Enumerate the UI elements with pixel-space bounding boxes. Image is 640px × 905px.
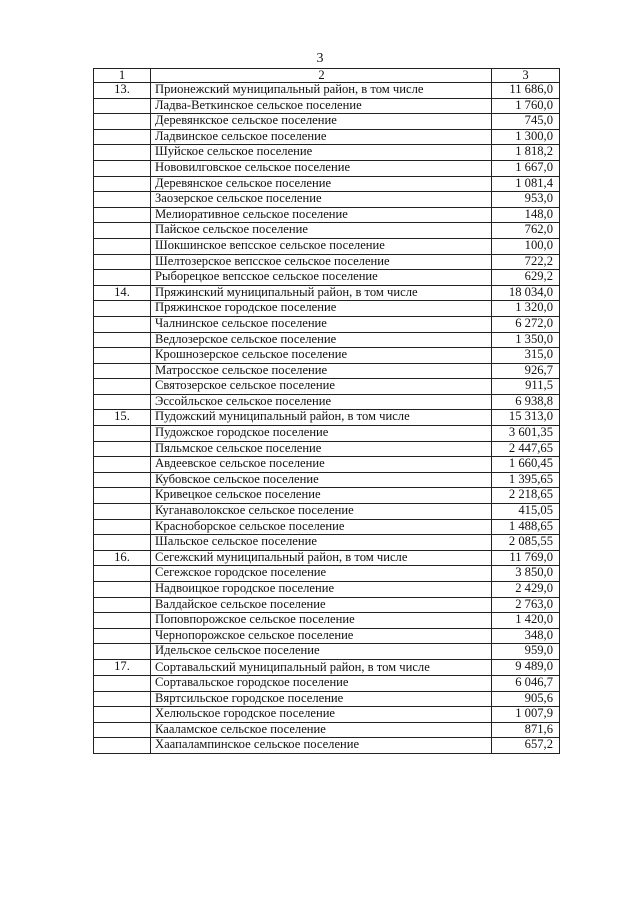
table-row — [94, 316, 560, 332]
row-number-cell — [94, 160, 151, 176]
row-number-cell — [94, 441, 151, 457]
row-number-cell — [94, 597, 151, 613]
header-cell-1: 1 — [94, 69, 151, 83]
row-value-cell: 11 769,0 — [492, 550, 560, 566]
table-row — [94, 628, 560, 644]
row-value-cell: 1 007,9 — [492, 707, 560, 723]
table-row — [94, 722, 560, 738]
row-name-cell: Вяртсильское городское поселение — [151, 691, 492, 707]
table-row — [94, 129, 560, 145]
header-cell-2: 2 — [151, 69, 492, 83]
table-row — [94, 535, 560, 551]
row-value-cell: 959,0 — [492, 644, 560, 660]
table-row-district — [94, 285, 560, 301]
row-number-cell — [94, 379, 151, 395]
row-value-cell: 905,6 — [492, 691, 560, 707]
table-header-row — [94, 69, 560, 83]
table-row — [94, 675, 560, 691]
row-value-cell: 1 760,0 — [492, 98, 560, 114]
row-number-cell — [94, 675, 151, 691]
row-name-cell: Кааламское сельское поселение — [151, 722, 492, 738]
row-value-cell: 1 667,0 — [492, 160, 560, 176]
table-row — [94, 394, 560, 410]
row-value-cell: 348,0 — [492, 628, 560, 644]
row-value-cell: 1 420,0 — [492, 613, 560, 629]
row-number-cell — [94, 129, 151, 145]
table-row — [94, 238, 560, 254]
row-value-cell: 722,2 — [492, 254, 560, 270]
table-row — [94, 301, 560, 317]
row-name-cell: Пудожский муниципальный район, в том числе — [151, 410, 492, 426]
table-row — [94, 176, 560, 192]
row-name-cell: Поповпорожское сельское поселение — [151, 613, 492, 629]
row-number-cell — [94, 504, 151, 520]
row-number-cell — [94, 145, 151, 161]
table-row-district — [94, 83, 560, 99]
row-name-cell: Сегежское городское поселение — [151, 566, 492, 582]
row-number-cell — [94, 488, 151, 504]
row-number-cell — [94, 301, 151, 317]
table-row — [94, 160, 560, 176]
row-name-cell: Пайское сельское поселение — [151, 223, 492, 239]
row-value-cell: 2 429,0 — [492, 582, 560, 598]
row-number-cell — [94, 254, 151, 270]
row-number-cell — [94, 270, 151, 286]
table-row — [94, 738, 560, 754]
row-name-cell: Мелиоративное сельское поселение — [151, 207, 492, 223]
row-name-cell: Пряжинский муниципальный район, в том числе — [151, 285, 492, 301]
row-name-cell: Нововилговское сельское поселение — [151, 160, 492, 176]
row-number-cell — [94, 644, 151, 660]
row-name-cell: Куганаволокское сельское поселение — [151, 504, 492, 520]
row-name-cell: Идельское сельское поселение — [151, 644, 492, 660]
row-value-cell: 629,2 — [492, 270, 560, 286]
row-name-cell: Ведлозерское сельское поселение — [151, 332, 492, 348]
row-value-cell: 1 488,65 — [492, 519, 560, 535]
row-value-cell: 415,05 — [492, 504, 560, 520]
row-number-cell: 15. — [94, 410, 151, 426]
row-value-cell: 18 034,0 — [492, 285, 560, 301]
row-name-cell: Ладвинское сельское поселение — [151, 129, 492, 145]
row-name-cell: Красноборское сельское поселение — [151, 519, 492, 535]
row-name-cell: Рыборецкое вепсское сельское поселение — [151, 270, 492, 286]
table-row — [94, 98, 560, 114]
row-name-cell: Пряжинское городское поселение — [151, 301, 492, 317]
table-row-district — [94, 550, 560, 566]
row-name-cell: Пудожское городское поселение — [151, 426, 492, 442]
page-number: 3 — [316, 51, 324, 66]
table-row — [94, 270, 560, 286]
row-number-cell — [94, 613, 151, 629]
table-row — [94, 114, 560, 130]
row-value-cell: 2 763,0 — [492, 597, 560, 613]
table-row-district — [94, 410, 560, 426]
row-value-cell: 1 818,2 — [492, 145, 560, 161]
row-name-cell: Чалнинское сельское поселение — [151, 316, 492, 332]
row-number-cell: 14. — [94, 285, 151, 301]
row-value-cell: 3 850,0 — [492, 566, 560, 582]
row-number-cell — [94, 316, 151, 332]
row-name-cell: Шальское сельское поселение — [151, 535, 492, 551]
table-row — [94, 207, 560, 223]
row-name-cell: Эссойльское сельское поселение — [151, 394, 492, 410]
row-name-cell: Деревянское сельское поселение — [151, 176, 492, 192]
row-number-cell — [94, 707, 151, 723]
row-name-cell: Кубовское сельское поселение — [151, 472, 492, 488]
row-value-cell: 1 350,0 — [492, 332, 560, 348]
row-number-cell — [94, 535, 151, 551]
row-name-cell: Кривецкое сельское поселение — [151, 488, 492, 504]
row-number-cell — [94, 332, 151, 348]
table-body — [94, 69, 560, 754]
row-value-cell: 657,2 — [492, 738, 560, 754]
table-row — [94, 223, 560, 239]
row-number-cell — [94, 691, 151, 707]
row-number-cell — [94, 457, 151, 473]
row-value-cell: 2 085,55 — [492, 535, 560, 551]
table-row — [94, 582, 560, 598]
table-row — [94, 707, 560, 723]
row-number-cell — [94, 582, 151, 598]
row-name-cell: Шокшинское вепсское сельское поселение — [151, 238, 492, 254]
table-row — [94, 566, 560, 582]
row-value-cell: 911,5 — [492, 379, 560, 395]
table-row — [94, 192, 560, 208]
row-name-cell: Сортавальский муниципальный район, в том числе — [151, 659, 492, 675]
table-row — [94, 254, 560, 270]
table-row — [94, 348, 560, 364]
row-value-cell: 100,0 — [492, 238, 560, 254]
row-number-cell — [94, 738, 151, 754]
row-name-cell: Матросское сельское поселение — [151, 363, 492, 379]
row-value-cell: 6 046,7 — [492, 675, 560, 691]
table-row — [94, 613, 560, 629]
row-number-cell — [94, 363, 151, 379]
table-row — [94, 379, 560, 395]
table-row — [94, 472, 560, 488]
row-name-cell: Сегежский муниципальный район, в том числе — [151, 550, 492, 566]
row-name-cell: Крошнозерское сельское поселение — [151, 348, 492, 364]
table-row — [94, 363, 560, 379]
row-value-cell: 3 601,35 — [492, 426, 560, 442]
row-value-cell: 953,0 — [492, 192, 560, 208]
table-row — [94, 441, 560, 457]
row-number-cell — [94, 192, 151, 208]
row-name-cell: Прионежский муниципальный район, в том числе — [151, 83, 492, 99]
row-number-cell — [94, 114, 151, 130]
allocation-table — [93, 68, 560, 754]
row-number-cell — [94, 426, 151, 442]
row-number-cell — [94, 394, 151, 410]
row-name-cell: Ладва-Веткинское сельское поселение — [151, 98, 492, 114]
row-number-cell: 16. — [94, 550, 151, 566]
row-value-cell: 11 686,0 — [492, 83, 560, 99]
header-cell-3: 3 — [492, 69, 560, 83]
row-number-cell — [94, 566, 151, 582]
row-value-cell: 1 660,45 — [492, 457, 560, 473]
row-number-cell — [94, 238, 151, 254]
row-value-cell: 745,0 — [492, 114, 560, 130]
row-value-cell: 2 218,65 — [492, 488, 560, 504]
row-number-cell — [94, 348, 151, 364]
row-value-cell: 315,0 — [492, 348, 560, 364]
row-value-cell: 2 447,65 — [492, 441, 560, 457]
row-value-cell: 15 313,0 — [492, 410, 560, 426]
row-number-cell: 17. — [94, 659, 151, 675]
row-number-cell — [94, 207, 151, 223]
table-row — [94, 691, 560, 707]
table-row — [94, 145, 560, 161]
table-row — [94, 519, 560, 535]
row-number-cell — [94, 722, 151, 738]
row-name-cell: Хелюльское городское поселение — [151, 707, 492, 723]
table-row — [94, 504, 560, 520]
row-value-cell: 762,0 — [492, 223, 560, 239]
row-name-cell: Хаапалампинское сельское поселение — [151, 738, 492, 754]
row-number-cell — [94, 472, 151, 488]
row-number-cell — [94, 176, 151, 192]
row-value-cell: 6 938,8 — [492, 394, 560, 410]
table-row — [94, 597, 560, 613]
row-name-cell: Деревянкское сельское поселение — [151, 114, 492, 130]
row-name-cell: Пяльмское сельское поселение — [151, 441, 492, 457]
table-row — [94, 426, 560, 442]
row-name-cell: Сортавальское городское поселение — [151, 675, 492, 691]
row-name-cell: Авдеевское сельское поселение — [151, 457, 492, 473]
row-name-cell: Заозерское сельское поселение — [151, 192, 492, 208]
row-value-cell: 926,7 — [492, 363, 560, 379]
row-number-cell — [94, 628, 151, 644]
row-name-cell: Шуйское сельское поселение — [151, 145, 492, 161]
row-value-cell: 871,6 — [492, 722, 560, 738]
row-value-cell: 1 320,0 — [492, 301, 560, 317]
row-value-cell: 1 300,0 — [492, 129, 560, 145]
row-name-cell: Святозерское сельское поселение — [151, 379, 492, 395]
row-value-cell: 6 272,0 — [492, 316, 560, 332]
row-number-cell — [94, 519, 151, 535]
table-row — [94, 644, 560, 660]
row-number-cell: 13. — [94, 83, 151, 99]
row-name-cell: Надвоицкое городское поселение — [151, 582, 492, 598]
table-row — [94, 332, 560, 348]
row-value-cell: 1 395,65 — [492, 472, 560, 488]
table-row-district — [94, 659, 560, 675]
row-name-cell: Валдайское сельское поселение — [151, 597, 492, 613]
row-value-cell: 148,0 — [492, 207, 560, 223]
row-name-cell: Шелтозерское вепсское сельское поселение — [151, 254, 492, 270]
row-value-cell: 1 081,4 — [492, 176, 560, 192]
row-name-cell: Чернопорожское сельское поселение — [151, 628, 492, 644]
table-row — [94, 457, 560, 473]
row-value-cell: 9 489,0 — [492, 659, 560, 675]
row-number-cell — [94, 98, 151, 114]
table-row — [94, 488, 560, 504]
row-number-cell — [94, 223, 151, 239]
